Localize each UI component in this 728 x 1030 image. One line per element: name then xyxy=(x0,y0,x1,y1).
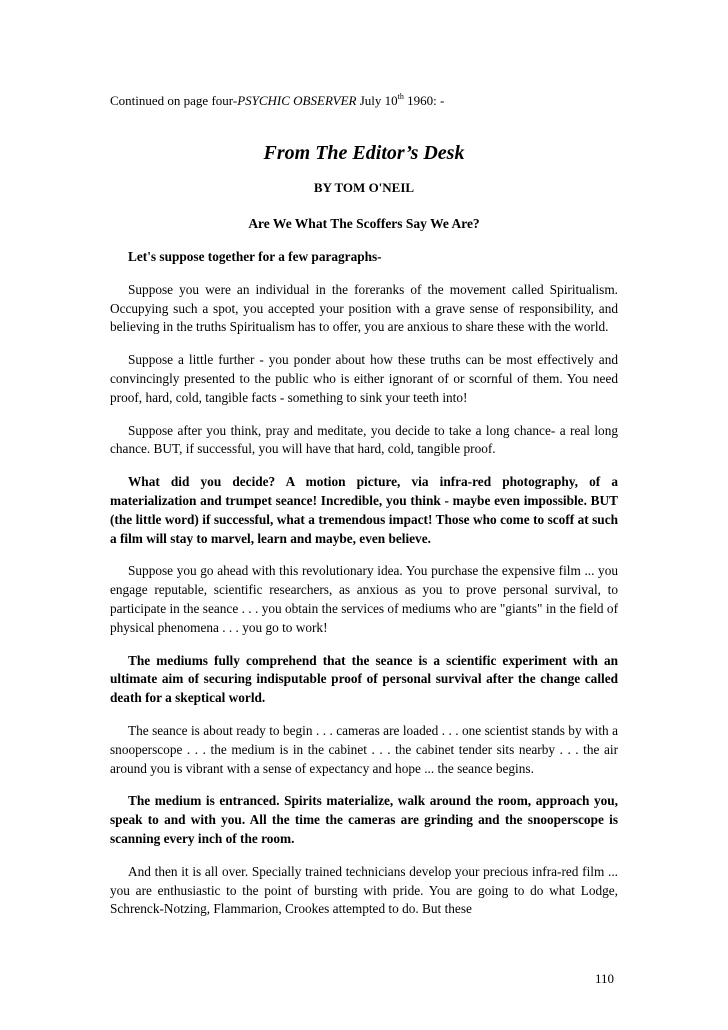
body-paragraph: The medium is entranced. Spirits materialize, walk around the room, approach you, speak to and with you. All the time the cameras are grinding and the snooperscope is scanning every inch of the room. xyxy=(110,793,618,846)
page-number: 110 xyxy=(595,971,615,986)
publication-name: PSYCHIC OBSERVER xyxy=(237,93,357,108)
body-paragraph: Suppose a little further - you ponder about how these truths can be most effectively and convincingly presented to the public who is either ignorant of or scornful of them. You need proof, hard, cold, tangible facts - something to sink your teeth into! xyxy=(110,352,618,405)
article-byline: BY TOM O'NEIL xyxy=(313,180,415,195)
article-body xyxy=(110,248,618,933)
header-date-suffix: th xyxy=(397,92,404,101)
article-title: From The Editor’s Desk xyxy=(263,142,465,164)
header-year: 1960: - xyxy=(403,93,445,108)
article-subtitle: Are We What The Scoffers Say We Are? xyxy=(248,216,480,231)
body-paragraph: What did you decide? A motion picture, via infra-red photography, of a materialization and trumpet seance! Incredible, you think - maybe even impossible. BUT (the little word) if successful, what a tremendous impact! Those who come to scoff at such a film will stay to marvel, learn and maybe, even believe. xyxy=(110,474,618,546)
body-paragraph: The seance is about ready to begin . . . cameras are loaded . . . one scientist stands by with a snooperscope . . . the medium is in the cabinet . . . the cabinet tender sits nearby . . . the air around you is vibrant with a sense of expectancy and hope ... the seance begins. xyxy=(110,722,618,776)
body-paragraph: Suppose after you think, pray and meditate, you decide to take a long chance- a real long chance. BUT, if successful, you will have that hard, cold, tangible proof. xyxy=(110,422,618,457)
body-paragraph: Suppose you go ahead with this revolutionary idea. You purchase the expensive film ... you engage reputable, scientific researchers, as anxious as you to prove personal survival, to participate in the seance . . . you obtain the services of mediums who are "giants" in the field of physical phenomena . . . you go to work! xyxy=(110,563,618,635)
header-prefix: Continued on page four- xyxy=(110,93,238,108)
body-paragraph: Suppose you were an individual in the foreranks of the movement called Spiritualism. Occupying such a spot, you accepted your position with a grave sense of responsibility, and believing in the truths Spiritualism has to offer, you are anxious to share these with the world. xyxy=(110,281,618,335)
header-date: July 10 xyxy=(356,93,398,108)
body-paragraph: The mediums fully comprehend that the seance is a scientific experiment with an ultimate aim of securing indisputable proof of personal survival after the change called death for a skeptical world. xyxy=(110,652,618,706)
continuation-header xyxy=(110,92,444,109)
body-paragraph: And then it is all over. Specially trained technicians develop your precious infra-red film ... you are enthusiastic to the point of bursting with pride. You are going to do what Lodge, Schrenck-Notzing, Flammarion, Crookes attempted to do. But these xyxy=(110,863,618,917)
body-paragraph: Let's suppose together for a few paragraphs- xyxy=(128,249,382,264)
